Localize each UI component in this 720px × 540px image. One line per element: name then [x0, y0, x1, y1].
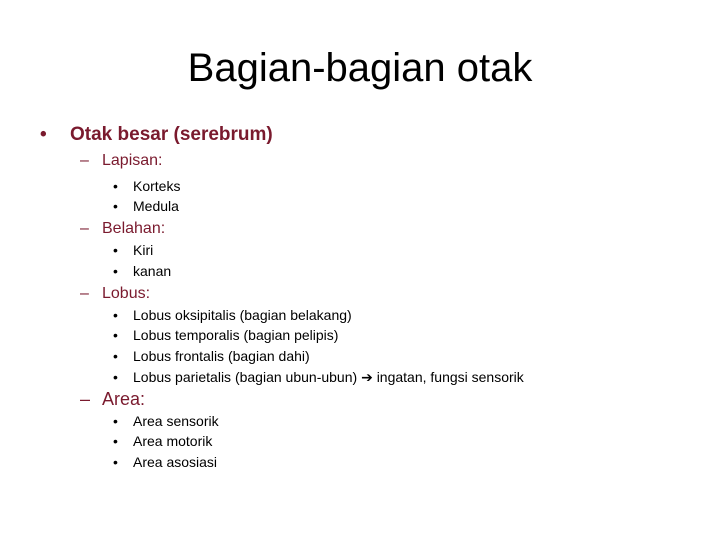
item-text: Lobus frontalis (bagian dahi) [133, 348, 310, 364]
dash-icon: – [80, 152, 89, 169]
bullet-icon: • [113, 307, 118, 323]
bullet-icon: • [113, 348, 118, 364]
bullet-icon: • [40, 124, 47, 145]
list-item [113, 198, 179, 214]
bullet-icon: • [113, 263, 118, 279]
bullet-icon: • [113, 242, 118, 258]
section-label: Lapisan: [102, 152, 163, 169]
bullet-icon: • [113, 198, 118, 214]
dash-icon: – [80, 389, 91, 409]
item-text: kanan [133, 263, 172, 279]
section-lobus [80, 285, 150, 303]
bullet-icon: • [113, 178, 118, 194]
item-text: Area motorik [133, 433, 213, 449]
item-suffix-text: ingatan, fungsi sensorik [376, 369, 524, 385]
section-label: Lobus: [102, 285, 151, 302]
bullet-level1 [40, 124, 273, 146]
list-item [113, 369, 524, 386]
list-item [113, 413, 219, 429]
list-item [113, 307, 352, 323]
section-lapisan [80, 152, 163, 170]
section-label: Belahan: [102, 220, 166, 237]
item-text: Kiri [133, 242, 154, 258]
arrow-right-icon: ➔ [361, 369, 373, 385]
dash-icon: – [80, 285, 89, 302]
bullet-icon: • [113, 413, 118, 429]
item-text: Lobus temporalis (bagian pelipis) [133, 327, 339, 343]
section-label: Area: [102, 389, 146, 409]
item-text: Lobus parietalis (bagian ubun-ubun) [133, 369, 358, 385]
bullet-icon: • [113, 454, 118, 470]
bullet-icon: • [113, 327, 118, 343]
section-belahan [80, 220, 165, 238]
item-text: Medula [133, 198, 179, 214]
item-text: Area asosiasi [133, 454, 218, 470]
item-text: Lobus oksipitalis (bagian belakang) [133, 307, 352, 323]
list-item [113, 327, 338, 343]
list-item [113, 348, 310, 364]
dash-icon: – [80, 220, 89, 237]
item-text: Area sensorik [133, 413, 219, 429]
item-text: Korteks [133, 178, 181, 194]
list-item [113, 454, 217, 470]
slide-title: Bagian-bagian otak [187, 46, 533, 90]
list-item [113, 263, 171, 279]
level1-text: Otak besar (serebrum) [70, 124, 273, 145]
list-item [113, 178, 180, 194]
section-area [80, 389, 145, 410]
list-item [113, 242, 153, 258]
list-item [113, 433, 212, 449]
bullet-icon: • [113, 369, 118, 385]
bullet-icon: • [113, 433, 118, 449]
